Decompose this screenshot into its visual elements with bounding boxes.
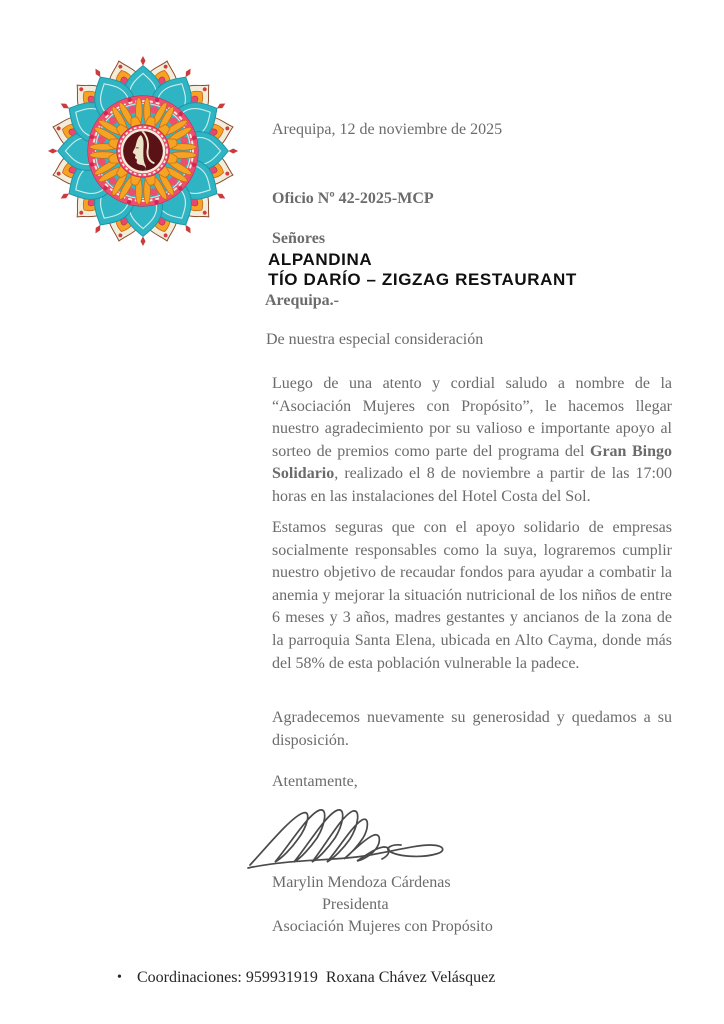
paragraph-1-bold-event-name: Gran Bingo Solidario <box>272 442 673 483</box>
signer-name: Marylin Mendoza Cárdenas <box>272 874 451 891</box>
signer-title: Presidenta <box>322 896 389 914</box>
paragraph-1-text-after: , realizado el 8 de noviembre a partir de las 17:00 horas en las instalaciones del Hotel Costa del Sol. <box>272 465 672 505</box>
signer-organization: Asociación Mujeres con Propósito <box>272 918 493 936</box>
addressee-establishment: TÍO DARÍO – ZIGZAG RESTAURANT <box>268 270 577 289</box>
addressee-block <box>265 229 577 311</box>
addressee-city: Arequipa.- <box>265 291 339 309</box>
mandala-woman-logo-icon <box>46 54 240 248</box>
body-paragraph-1 <box>272 373 672 509</box>
handwritten-signature <box>246 803 456 871</box>
body-paragraph-2: Estamos seguras que con el apoyo solidario de empresas socialmente responsables como la suya, lograremos cumplir nuestro objetivo de recaudar fondos para ayudar a combatir la anemia y mejorar la situación nutricional de los niños de entre 6 meses y 3 años, madres gestantes y ancianos de la zona de la parroquia Santa Elena, ubicada en Alto Cayma, donde más del 58% de esta población vulnerable la padece. <box>272 519 672 672</box>
footer-contact-text: Coordinaciones: 959931919 Roxana Chávez Velásquez <box>137 969 496 986</box>
addressee-salutation: Señores <box>272 230 326 247</box>
footer-contact-line <box>117 969 495 987</box>
addressee-company: ALPANDINA <box>268 249 373 269</box>
signer-block <box>272 872 493 939</box>
paragraph-1-text: Luego de una atento y cordial saludo a nombre de la “Asociación Mujeres con Propósito”, le hacemos llegar nuestro agradecimiento por su valioso e importante apoyo al sorteo de premios como parte del programa del <box>272 375 672 460</box>
letter-closing: Atentamente, <box>272 773 358 790</box>
letter-reference-number: Oficio Nº 42-2025-MCP <box>272 190 434 207</box>
body-paragraph-3: Agradecemos nuevamente su generosidad y quedamos a su disposición. <box>272 709 672 749</box>
letter-greeting: De nuestra especial consideración <box>266 331 484 348</box>
bullet-icon: • <box>117 970 122 985</box>
letter-date: Arequipa, 12 de noviembre de 2025 <box>272 121 503 138</box>
